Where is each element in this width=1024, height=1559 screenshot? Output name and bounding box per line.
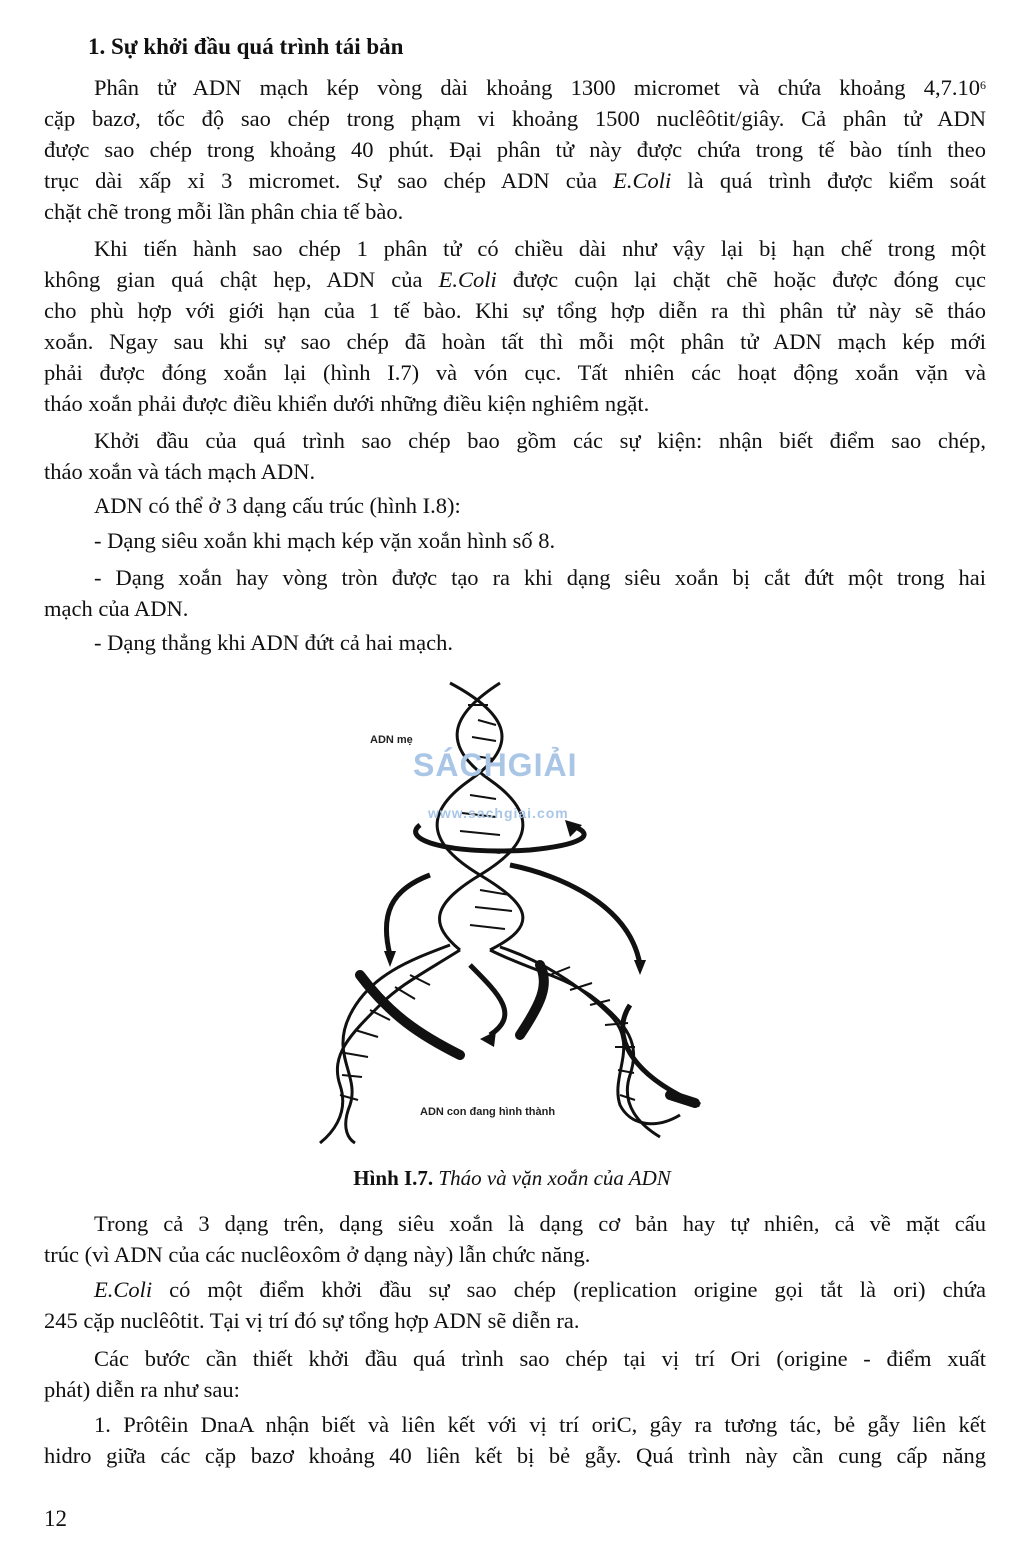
dna-replication-figure — [300, 675, 720, 1145]
text-line: chặt chẽ trong mỗi lần phân chia tế bào. — [44, 199, 404, 224]
paragraph-8 — [44, 1409, 986, 1471]
text-line: trục dài xấp xỉ 3 micromet. Sự sao chép ADN của E.Coli là quá trình được kiểm soát — [44, 168, 986, 193]
page-number: 12 — [44, 1506, 67, 1531]
label-daughter-dna: ADN con đang hình thành — [420, 1106, 556, 1118]
text-line: phát) diễn ra như sau: — [44, 1377, 240, 1402]
text-line: - Dạng xoắn hay vòng tròn được tạo ra khi dạng siêu xoắn bị cắt đứt một trong hai — [94, 565, 986, 590]
text-line: Trong cả 3 dạng trên, dạng siêu xoắn là dạng cơ bản hay tự nhiên, cả về mặt cấu — [94, 1211, 986, 1236]
text-line: - Dạng siêu xoắn khi mạch kép vặn xoắn hình số 8. — [94, 528, 556, 553]
text-line: Khởi đầu của quá trình sao chép bao gồm các sự kiện: nhận biết điểm sao chép, — [94, 428, 986, 453]
paragraph-6 — [44, 1274, 986, 1336]
text-line: ADN có thể ở 3 dạng cấu trúc (hình I.8): — [94, 493, 461, 518]
text-line: cho phù hợp với giới hạn của 1 tế bào. Khi sự tổng hợp diễn ra thì phân tử này sẽ tháo — [44, 298, 986, 323]
watermark-url: www.sachgiai.com — [428, 805, 569, 821]
bullet-2 — [44, 562, 986, 624]
text-line: được sao chép trong khoảng 40 phút. Đại phân tử này được chứa trong tế bào tính theo — [44, 137, 986, 162]
watermark-logo: SÁCHGIẢI — [413, 747, 578, 783]
text-line: xoắn. Ngay sau khi sự sao chép đã hoàn tất thì mỗi một phân tử ADN mạch kép mới — [44, 329, 986, 354]
paragraph-3 — [44, 425, 986, 487]
text-line: E.Coli có một điểm khởi đầu sự sao chép (replication origine gọi tắt là ori) chứa — [94, 1277, 986, 1302]
text-line: phải được đóng xoắn lại (hình I.7) và vón cục. Tất nhiên các hoạt động xoắn vặn và — [44, 360, 986, 385]
text-line: Phân tử ADN mạch kép vòng dài khoảng 1300 micromet và chứa khoảng 4,7.10$^6$ — [94, 75, 986, 100]
text-line: trúc (vì ADN của các nuclêoxôm ở dạng này) lẫn chức năng. — [44, 1242, 591, 1267]
caption-number: Hình I.7. — [353, 1166, 434, 1190]
text-line: - Dạng thẳng khi ADN đứt cả hai mạch. — [94, 630, 453, 655]
text-line: Các bước cần thiết khởi đầu quá trình sao chép tại vị trí Ori (origine - điểm xuất — [94, 1346, 986, 1371]
text-line: mạch của ADN. — [44, 596, 189, 621]
figure-caption — [0, 1166, 1024, 1191]
section-heading: 1. Sự khởi đầu quá trình tái bản — [88, 34, 404, 59]
text-line: Khi tiến hành sao chép 1 phân tử có chiều dài như vậy lại bị hạn chế trong một — [94, 236, 986, 261]
text-line: hidro giữa các cặp bazơ khoảng 40 liên kết bị bẻ gẫy. Quá trình này cần cung cấp năng — [44, 1443, 986, 1468]
paragraph-5 — [44, 1208, 986, 1270]
paragraph-7 — [44, 1343, 986, 1405]
paragraph-4 — [44, 490, 986, 521]
bullet-1 — [44, 525, 986, 556]
paragraph-1 — [44, 72, 986, 227]
text-line: không gian quá chật hẹp, ADN của E.Coli được cuộn lại chặt chẽ hoặc được đóng cục — [44, 267, 986, 292]
paragraph-2 — [44, 233, 986, 419]
text-line: tháo xoắn và tách mạch ADN. — [44, 459, 316, 484]
dna-helix-illustration — [300, 675, 720, 1145]
label-parent-dna: ADN mẹ — [370, 734, 413, 746]
text-line: tháo xoắn phải được điều khiển dưới những điều kiện nghiêm ngặt. — [44, 391, 650, 416]
caption-text: Tháo và vặn xoắn của ADN — [433, 1166, 671, 1190]
text-line: cặp bazơ, tốc độ sao chép trong phạm vi khoảng 1500 nuclêôtit/giây. Cả phân tử ADN — [44, 106, 986, 131]
bullet-3 — [44, 627, 986, 658]
text-line: 1. Prôtêin DnaA nhận biết và liên kết với vị trí oriC, gây ra tương tác, bẻ gẫy liên kết — [94, 1412, 986, 1437]
text-line: 245 cặp nuclêôtit. Tại vị trí đó sự tổng hợp ADN sẽ diễn ra. — [44, 1308, 580, 1333]
